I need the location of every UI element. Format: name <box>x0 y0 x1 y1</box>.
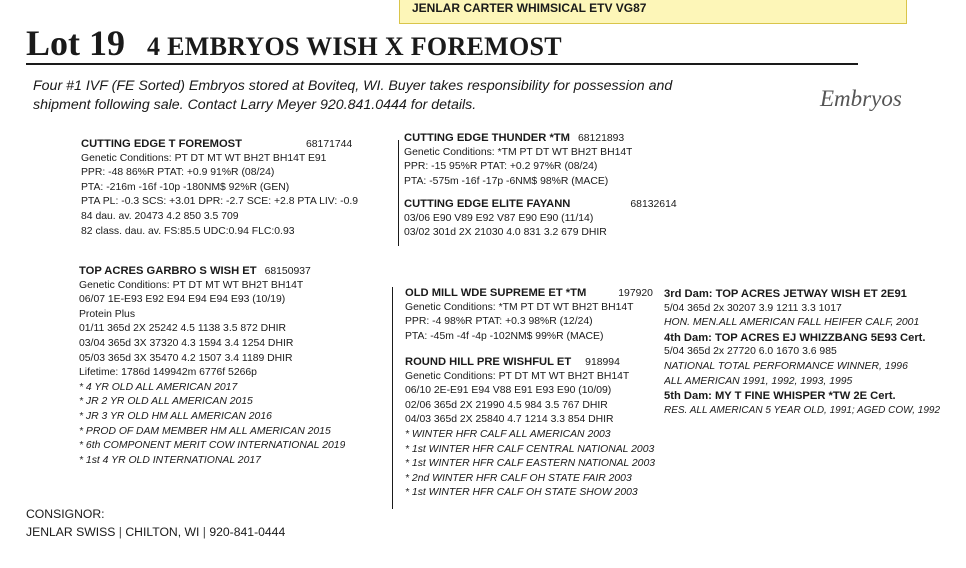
sire-line: PPR: -48 86%R PTAT: +0.9 91%R (08/24) <box>81 167 275 179</box>
sire-sire-line: Genetic Conditions: *TM PT DT WT BH2T BH14T <box>404 146 633 158</box>
title-rule <box>26 63 858 65</box>
dam-line: 05/03 365d 3X 35470 4.2 1507 3.4 1189 DHIR <box>79 352 293 364</box>
dam-line: Genetic Conditions: PT DT MT WT BH2T BH14T <box>79 279 304 291</box>
consignor-name: JENLAR SWISS <box>26 525 116 539</box>
dam-reg: 68150937 <box>264 266 311 277</box>
consignor-separator: | <box>202 525 206 539</box>
dam-sire-block <box>405 286 653 344</box>
fifth-dam-honor: RES. ALL AMERICAN 5 YEAR OLD, 1991; AGED COW, 1992 <box>664 404 941 416</box>
sire-dam-line: 03/06 E90 V89 E92 V87 E90 E90 (11/14) <box>404 212 594 224</box>
third-dam-record: 5/04 365d 2x 30207 3.9 1211 3.3 1017 <box>664 302 842 314</box>
further-dams-block <box>664 287 940 418</box>
dam-dam-honor: * 1st WINTER HFR CALF OH STATE SHOW 2003 <box>405 487 638 499</box>
dam-name: TOP ACRES GARBRO S WISH ET <box>79 265 257 277</box>
lot-name: 4 EMBRYOS WISH X FOREMOST <box>147 32 562 61</box>
dam-line: Protein Plus <box>79 308 136 320</box>
sire-name: CUTTING EDGE T FOREMOST <box>81 138 242 150</box>
sire-side-bracket <box>398 140 399 246</box>
dam-dam-block <box>405 355 655 501</box>
dam-sire-reg: 197920 <box>618 288 653 299</box>
description-line: shipment following sale. Contact Larry Meyer 920.841.0444 for details. <box>33 97 477 113</box>
fifth-dam-name: 5th Dam: MY T FINE WHISPER *TW 2E Cert. <box>664 390 896 403</box>
sire-line: 84 dau. av. 20473 4.2 850 3.5 709 <box>81 210 239 222</box>
dam-block <box>79 264 345 468</box>
sire-line: PTA: -216m -16f -10p -180NM$ 92%R (GEN) <box>81 181 290 193</box>
sire-sire-line: PPR: -15 95%R PTAT: +0.2 97%R (08/24) <box>404 161 598 173</box>
consignor <box>26 505 285 541</box>
lot-category: Embryos <box>820 86 902 111</box>
dam-side-bracket <box>392 287 393 509</box>
dam-honor: * JR 2 YR OLD ALL AMERICAN 2015 <box>79 396 253 408</box>
dam-line: Lifetime: 1786d 149942m 6776f 5266p <box>79 367 257 379</box>
dam-honor: * PROD OF DAM MEMBER HM ALL AMERICAN 2015 <box>79 425 331 437</box>
sire-dam-reg: 68132614 <box>630 199 677 210</box>
dam-honor: * 4 YR OLD ALL AMERICAN 2017 <box>79 381 238 393</box>
third-dam-name: 3rd Dam: TOP ACRES JETWAY WISH ET 2E91 <box>664 288 907 300</box>
dam-dam-line: 06/10 2E-E91 E94 V88 E91 E93 E90 (10/09) <box>405 385 612 397</box>
sire-dam-line: 03/02 301d 2X 21030 4.0 831 3.2 679 DHIR <box>404 227 607 239</box>
dam-sire-line: PPR: -4 98%R PTAT: +0.3 98%R (12/24) <box>405 316 593 328</box>
dam-sire-line: PTA: -45m -4f -4p -102NM$ 99%R (MACE) <box>405 330 604 342</box>
sire-line: 82 class. dau. av. FS:85.5 UDC:0.94 FLC:0.93 <box>81 225 295 237</box>
sire-reg: 68171744 <box>305 139 353 150</box>
consignor-location: CHILTON, WI <box>125 525 200 539</box>
sire-sire-reg: 68121893 <box>577 133 625 144</box>
dam-honor: * 1st 4 YR OLD INTERNATIONAL 2017 <box>79 454 261 466</box>
third-dam-honor: HON. MEN.ALL AMERICAN FALL HEIFER CALF, 2001 <box>664 317 920 329</box>
lot-description <box>33 77 733 115</box>
dam-dam-honor: * 1st WINTER HFR CALF CENTRAL NATIONAL 2003 <box>405 443 655 455</box>
fourth-dam-name: 4th Dam: TOP ACRES EJ WHIZZBANG 5E93 Cert. <box>664 331 926 344</box>
sire-dam-block <box>404 197 677 241</box>
dam-dam-honor: * 1st WINTER HFR CALF EASTERN NATIONAL 2003 <box>405 458 656 470</box>
dam-line: 06/07 1E-E93 E92 E94 E94 E94 E93 (10/19) <box>79 294 286 306</box>
consignor-separator: | <box>118 525 122 539</box>
lot-title <box>26 22 562 64</box>
sire-dam-name: CUTTING EDGE ELITE FAYANN <box>404 198 571 210</box>
dam-dam-honor: * WINTER HFR CALF ALL AMERICAN 2003 <box>405 428 611 440</box>
dam-honor: * JR 3 YR OLD HM ALL AMERICAN 2016 <box>79 410 272 422</box>
consignor-phone: 920-841-0444 <box>209 525 286 539</box>
previous-lot-banner: JENLAR CARTER WHIMSICAL ETV VG87 <box>399 0 907 24</box>
dam-sire-name: OLD MILL WDE SUPREME ET *TM <box>405 287 587 299</box>
dam-dam-line: 04/03 365d 2X 25840 4.7 1214 3.3 854 DHIR <box>405 414 614 426</box>
dam-dam-reg: 918994 <box>585 357 620 368</box>
fourth-dam-honor: NATIONAL TOTAL PERFORMANCE WINNER, 1996 <box>664 360 908 372</box>
sire-line: PTA PL: -0.3 SCS: +3.01 DPR: -2.7 SCE: +2.8 PTA LIV: -0.9 <box>81 196 359 208</box>
dam-line: 03/04 365d 3X 37320 4.3 1594 3.4 1254 DHIR <box>79 337 294 349</box>
fourth-dam-honor: ALL AMERICAN 1991, 1992, 1993, 1995 <box>664 375 853 387</box>
dam-dam-line: 02/06 365d 2X 21990 4.5 984 3.5 767 DHIR <box>405 399 608 411</box>
consignor-info <box>26 523 285 541</box>
sire-sire-line: PTA: -575m -16f -17p -6NM$ 98%R (MACE) <box>404 175 609 187</box>
lot-number: Lot 19 <box>26 23 125 63</box>
description-line: Four #1 IVF (FE Sorted) Embryos stored at Boviteq, WI. Buyer takes responsibility for possession and <box>33 78 673 94</box>
sire-line: Genetic Conditions: PT DT MT WT BH2T BH14T E91 <box>81 152 327 164</box>
dam-honor: * 6th COMPONENT MERIT COW INTERNATIONAL 2019 <box>79 440 346 452</box>
dam-sire-line: Genetic Conditions: *TM PT DT WT BH2T BH14T <box>405 301 634 313</box>
sire-block <box>81 137 358 239</box>
dam-dam-honor: * 2nd WINTER HFR CALF OH STATE FAIR 2003 <box>405 472 632 484</box>
dam-dam-line: Genetic Conditions: PT DT MT WT BH2T BH14T <box>405 370 630 382</box>
fourth-dam-record: 5/04 365d 2x 27720 6.0 1670 3.6 985 <box>664 346 837 358</box>
dam-dam-name: ROUND HILL PRE WISHFUL ET <box>405 356 572 368</box>
consignor-label: CONSIGNOR: <box>26 507 105 521</box>
sire-sire-block <box>404 131 632 189</box>
dam-line: 01/11 365d 2X 25242 4.5 1138 3.5 872 DHIR <box>79 323 287 335</box>
sire-sire-name: CUTTING EDGE THUNDER *TM <box>404 132 570 144</box>
